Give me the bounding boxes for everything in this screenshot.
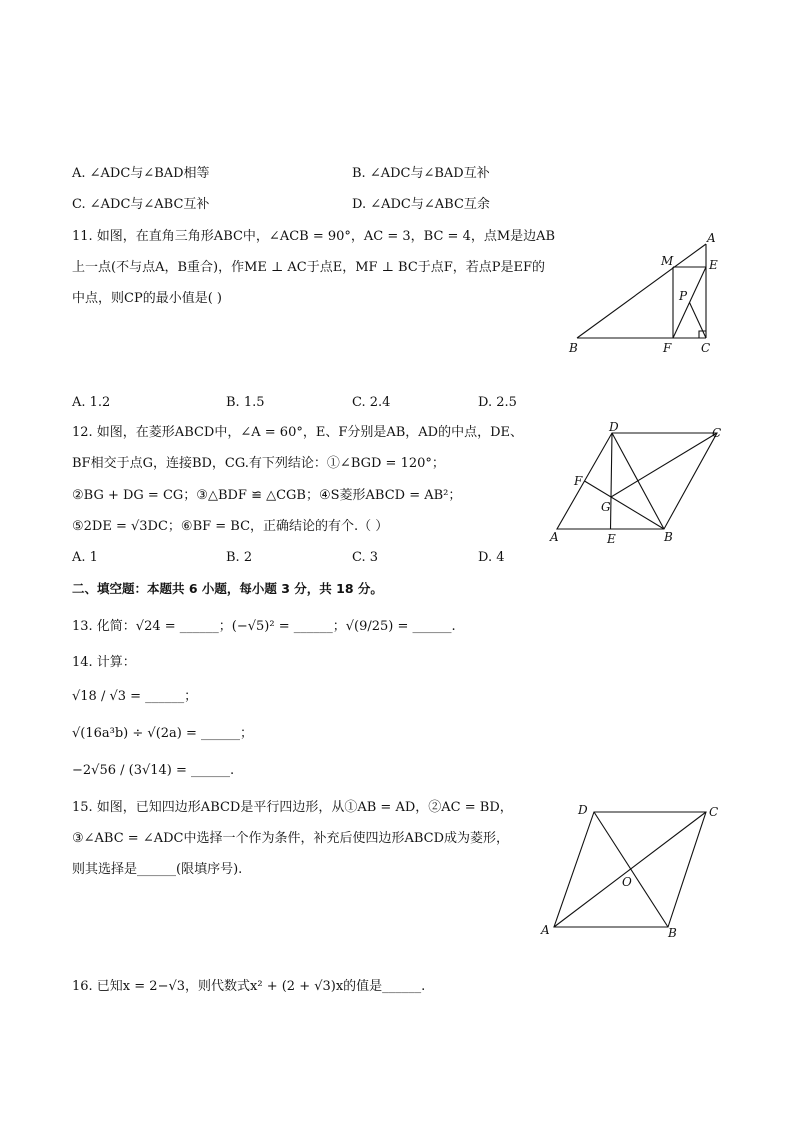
q12-label-a: A [550, 530, 559, 544]
q12-option-c: C. 3 [352, 550, 379, 565]
section-heading-fill-in: 二、填空题：本题共 6 小题，每小题 3 分，共 18 分。 [72, 581, 383, 596]
q12-label-c: C [712, 426, 722, 440]
q13-text: 13. 化简：√24 = ______；(−√5)² = ______；√(9/25) = ______. [72, 619, 456, 634]
q12-seg-bf [585, 481, 665, 529]
q11-label-m: M [661, 254, 674, 268]
q15-line-1: 15. 如图，已知四边形ABCD是平行四边形，从①AB = AD，②AC = BD， [72, 800, 513, 815]
q12-seg-de [611, 433, 613, 529]
q10-option-d: D. ∠ADC与∠ABC互余 [352, 197, 490, 212]
q11-label-p: P [679, 289, 688, 303]
q12-seg-cg [611, 433, 717, 497]
q12-option-d: D. 4 [478, 550, 505, 565]
q12-line-2: BF相交于点G，连接BD，CG.有下列结论：①∠BGD = 120°； [72, 456, 445, 471]
q11-option-d: D. 2.5 [478, 395, 517, 410]
q15-line-2: ③∠ABC = ∠ADC中选择一个作为条件，补充后使四边形ABCD成为菱形， [72, 831, 510, 846]
q15-label-c: C [709, 805, 719, 819]
q15-parallelogram-figure [530, 795, 730, 945]
q11-option-c: C. 2.4 [352, 395, 391, 410]
q11-option-b: B. 1.5 [226, 395, 265, 410]
q12-option-a: A. 1 [72, 550, 98, 565]
q11-line-2: 上一点(不与点A，B重合)，作ME ⊥ AC于点E，MF ⊥ BC于点F，若点P是EF的 [72, 260, 546, 275]
q12-label-f: F [574, 474, 583, 488]
q10-option-c: C. ∠ADC与∠ABC互补 [72, 197, 210, 212]
q12-line-1: 12. 如图，在菱形ABCD中，∠A = 60°，E、F分别是AB，AD的中点，DE、 [72, 425, 524, 440]
q14-item-1: √18 / √3 = ______； [72, 689, 198, 704]
q10-option-b: B. ∠ADC与∠BAD互补 [352, 166, 490, 181]
q15-diagonal-ac [554, 812, 706, 927]
q12-label-d: D [609, 420, 619, 434]
q15-label-b: B [668, 926, 677, 940]
q15-diagonal-bd [594, 812, 668, 927]
q11-label-b: B [569, 341, 578, 355]
q15-label-a: A [541, 923, 550, 937]
q15-line-3: 则其选择是______(限填序号). [72, 862, 243, 877]
q11-option-a: A. 1.2 [72, 395, 111, 410]
q14-title: 14. 计算： [72, 655, 136, 670]
q15-label-o: O [622, 875, 632, 889]
q11-line-1: 11. 如图，在直角三角形ABC中，∠ACB = 90°，AC = 3，BC = 4，点M是边AB [72, 229, 556, 244]
q12-label-e: E [607, 532, 616, 546]
q12-line-4: ⑤2DE = √3DC；⑥BF = BC，正确结论的有个.（ ） [72, 519, 389, 534]
q12-option-b: B. 2 [226, 550, 253, 565]
q14-item-2: √(16a³b) ÷ √(2a) = ______； [72, 726, 254, 741]
q12-label-g: G [601, 500, 611, 514]
q12-line-3: ②BG + DG = CG；③△BDF ≌ △CGB；④S菱形ABCD = AB²； [72, 488, 462, 503]
q15-label-d: D [578, 803, 588, 817]
q14-item-3: −2√56 / (3√14) = ______. [72, 763, 235, 778]
q11-label-c: C [701, 341, 711, 355]
q11-line-3: 中点，则CP的最小值是( ) [72, 291, 222, 306]
q10-option-a: A. ∠ADC与∠BAD相等 [72, 166, 210, 181]
q11-seg-cp [690, 303, 707, 339]
q11-label-f: F [663, 341, 672, 355]
q16-text: 16. 已知x = 2−√3，则代数式x² + (2 + √3)x的值是______. [72, 979, 426, 994]
q11-label-a: A [707, 231, 716, 245]
q12-label-b: B [664, 530, 673, 544]
q11-triangle-figure [560, 228, 730, 358]
q11-label-e: E [709, 258, 718, 272]
q12-rhombus-figure [540, 420, 730, 550]
